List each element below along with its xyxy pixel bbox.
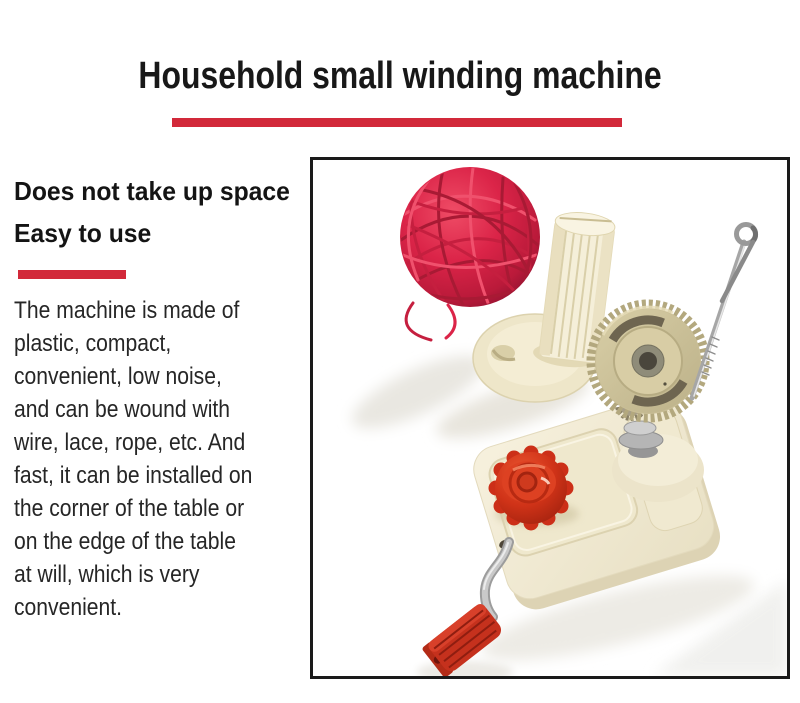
description-line: the corner of the table or [14, 495, 245, 522]
yarn-guide-rod [692, 225, 756, 399]
description-line: and can be wound with [14, 396, 231, 423]
description-line: convenient. [14, 594, 123, 621]
feature-heading-space: Does not take up space [14, 176, 290, 206]
description-line: plastic, compact, [14, 330, 172, 357]
description-line: convenient, low noise, [14, 363, 222, 390]
product-photo [310, 157, 790, 679]
feature-underline-bar [18, 270, 126, 279]
description-line: The machine is made of [14, 297, 240, 324]
description-line: at will, which is very [14, 561, 200, 588]
product-photo-illustration [313, 160, 787, 676]
description-line: fast, it can be installed on [14, 462, 253, 489]
page-title: Household small winding machine [138, 55, 662, 97]
red-yarn-ball [400, 167, 540, 340]
description-line: on the edge of the table [14, 528, 236, 555]
description-line: wire, lace, rope, etc. And [14, 429, 246, 456]
feature-text-column [14, 170, 314, 624]
drive-gear [591, 304, 705, 418]
title-underline-bar [172, 118, 622, 127]
feature-description [14, 294, 278, 624]
feature-heading-easy: Easy to use [14, 218, 152, 248]
